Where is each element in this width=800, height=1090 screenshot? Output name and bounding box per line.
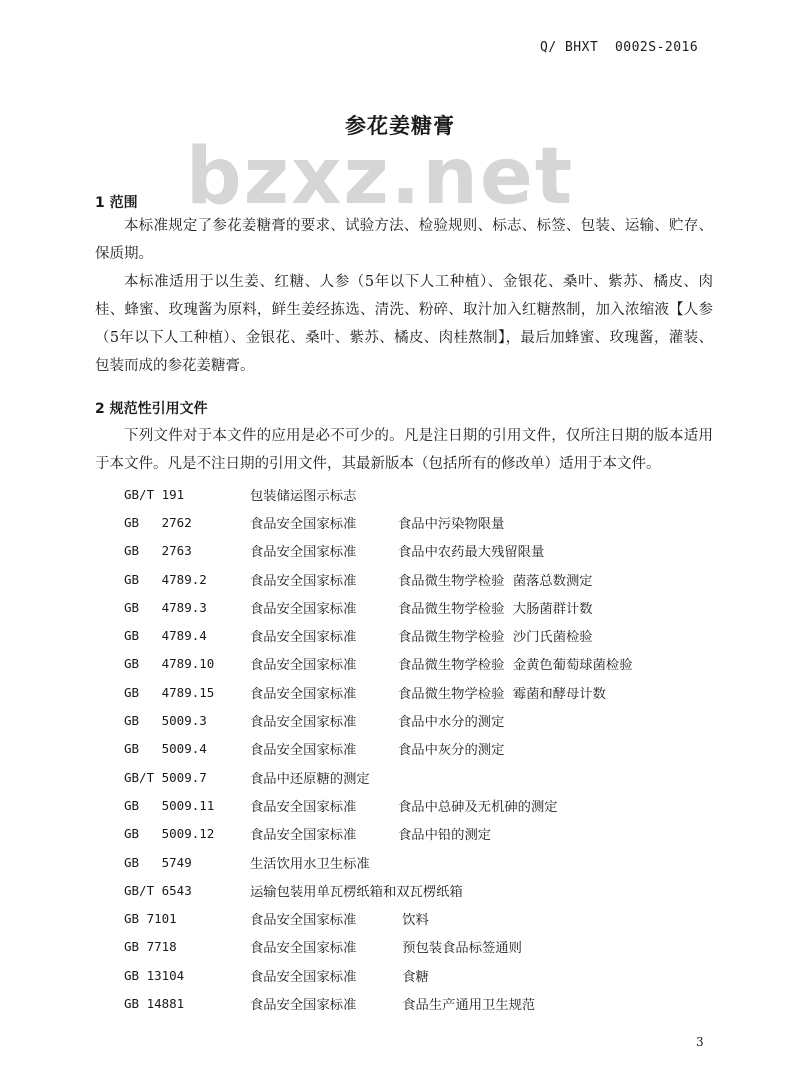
reference-title-part1: 食品安全国家标准 <box>250 715 357 731</box>
section-heading-scope: 1 范围 <box>95 195 138 211</box>
reference-row <box>124 508 744 536</box>
reference-title-part1: 生活饮用水卫生标准 <box>250 856 370 872</box>
reference-row <box>124 650 744 678</box>
reference-title-part2: 食品中总砷及无机砷的测定 <box>398 799 558 815</box>
reference-code: GB 5009.4 <box>124 741 207 757</box>
reference-title-part1: 食品中还原糖的测定 <box>250 771 370 787</box>
reference-row <box>124 593 744 621</box>
reference-row <box>124 735 744 763</box>
reference-title-part2: 食品中污染物限量 <box>398 516 505 532</box>
reference-row <box>124 791 744 819</box>
reference-code: GB 5749 <box>124 854 192 870</box>
reference-row <box>124 621 744 649</box>
reference-code: GB/T 6543 <box>124 882 192 898</box>
reference-row <box>124 763 744 791</box>
reference-code: GB 4789.15 <box>124 684 215 700</box>
reference-title-part1: 食品安全国家标准 <box>250 686 357 702</box>
reference-row <box>124 904 744 932</box>
reference-row <box>124 820 744 848</box>
reference-code: GB/T 191 <box>124 486 185 502</box>
reference-title-part2: 食品中农药最大残留限量 <box>398 545 545 561</box>
reference-title-part1: 食品安全国家标准 <box>250 828 357 844</box>
reference-code: GB 13104 <box>124 967 185 983</box>
reference-row <box>124 989 744 1017</box>
reference-title-part1: 食品安全国家标准 <box>250 941 357 957</box>
reference-code: GB 14881 <box>124 995 185 1011</box>
page-number: 3 <box>696 1035 704 1049</box>
reference-row <box>124 678 744 706</box>
reference-title-part1: 食品安全国家标准 <box>250 913 357 929</box>
scope-paragraph-1: 本标准规定了参花姜糖膏的要求、试验方法、检验规则、标志、标签、包装、运输、贮存、保质期。 <box>95 218 713 262</box>
reference-title-part2: 食品微生物学检验 金黄色葡萄球菌检验 <box>398 658 633 674</box>
watermark: bzxz.net <box>185 132 575 222</box>
reference-row <box>124 961 744 989</box>
reference-title-part2: 预包装食品标签通则 <box>398 941 522 957</box>
reference-code: GB/T 5009.7 <box>124 769 207 785</box>
reference-row <box>124 876 744 904</box>
reference-title-part2: 食品中水分的测定 <box>398 715 505 731</box>
reference-title-part1: 食品安全国家标准 <box>250 799 357 815</box>
reference-code: GB 7718 <box>124 939 177 955</box>
reference-title-part1: 食品安全国家标准 <box>250 743 357 759</box>
section-heading-normative-references: 2 规范性引用文件 <box>95 401 208 417</box>
reference-title-part1: 食品安全国家标准 <box>250 997 357 1013</box>
reference-title-part2: 食品微生物学检验 大肠菌群计数 <box>398 601 593 617</box>
reference-title-part1: 食品安全国家标准 <box>250 601 357 617</box>
reference-title-part2: 食品生产通用卫生规范 <box>398 997 536 1013</box>
reference-title-part2: 食品微生物学检验 霉菌和酵母计数 <box>398 686 606 702</box>
reference-code: GB 4789.10 <box>124 656 215 672</box>
reference-title-part2: 食品微生物学检验 菌落总数测定 <box>398 573 593 589</box>
document-title: 参花姜糖膏 <box>345 114 455 138</box>
reference-code: GB 5009.3 <box>124 713 207 729</box>
reference-title-part1: 运输包装用单瓦楞纸箱和双瓦楞纸箱 <box>250 884 463 900</box>
reference-code: GB 5009.11 <box>124 797 215 813</box>
reference-title-part2: 食品微生物学检验 沙门氏菌检验 <box>398 630 593 646</box>
reference-title-part2: 食品中铅的测定 <box>398 828 492 844</box>
reference-list <box>124 480 744 1018</box>
reference-row <box>124 480 744 508</box>
reference-code: GB 2762 <box>124 514 192 530</box>
reference-code: GB 4789.2 <box>124 571 207 587</box>
references-intro-paragraph: 下列文件对于本文件的应用是必不可少的。凡是注日期的引用文件，仅所注日期的版本适用于本文件。凡是不注日期的引用文件，其最新版本（包括所有的修改单）适用于本文件。 <box>95 428 713 472</box>
reference-title-part1: 食品安全国家标准 <box>250 658 357 674</box>
reference-title-part1: 包装储运图示标志 <box>250 488 357 504</box>
reference-code: GB 5009.12 <box>124 826 215 842</box>
reference-title-part2: 食糖 <box>398 969 429 985</box>
reference-row <box>124 848 744 876</box>
reference-row <box>124 565 744 593</box>
reference-title-part1: 食品安全国家标准 <box>250 516 357 532</box>
reference-row <box>124 933 744 961</box>
reference-code: GB 4789.3 <box>124 599 207 615</box>
reference-code: GB 4789.4 <box>124 628 207 644</box>
reference-row <box>124 706 744 734</box>
reference-title-part2: 食品中灰分的测定 <box>398 743 505 759</box>
reference-title-part1: 食品安全国家标准 <box>250 630 357 646</box>
reference-title-part1: 食品安全国家标准 <box>250 573 357 589</box>
scope-paragraph-2: 本标准适用于以生姜、红糖、人参（5年以下人工种植）、金银花、桑叶、紫苏、橘皮、肉桂、蜂蜜、玫瑰酱为原料，鲜生姜经拣选、清洗、粉碎、取汁加入红糖熬制，加入浓缩液【人参（5年以下人工种植）、金银花、桑叶、紫苏、橘皮、肉桂熬制】，最后加蜂蜜、玫瑰酱，灌装、包装而成的参花姜糖膏。 <box>95 274 713 374</box>
document-number: Q/ BHXT 0002S-2016 <box>540 40 699 55</box>
reference-code: GB 7101 <box>124 911 177 927</box>
reference-code: GB 2763 <box>124 543 192 559</box>
reference-row <box>124 537 744 565</box>
reference-title-part1: 食品安全国家标准 <box>250 969 357 985</box>
reference-title-part2: 饮料 <box>398 913 429 929</box>
reference-title-part1: 食品安全国家标准 <box>250 545 357 561</box>
